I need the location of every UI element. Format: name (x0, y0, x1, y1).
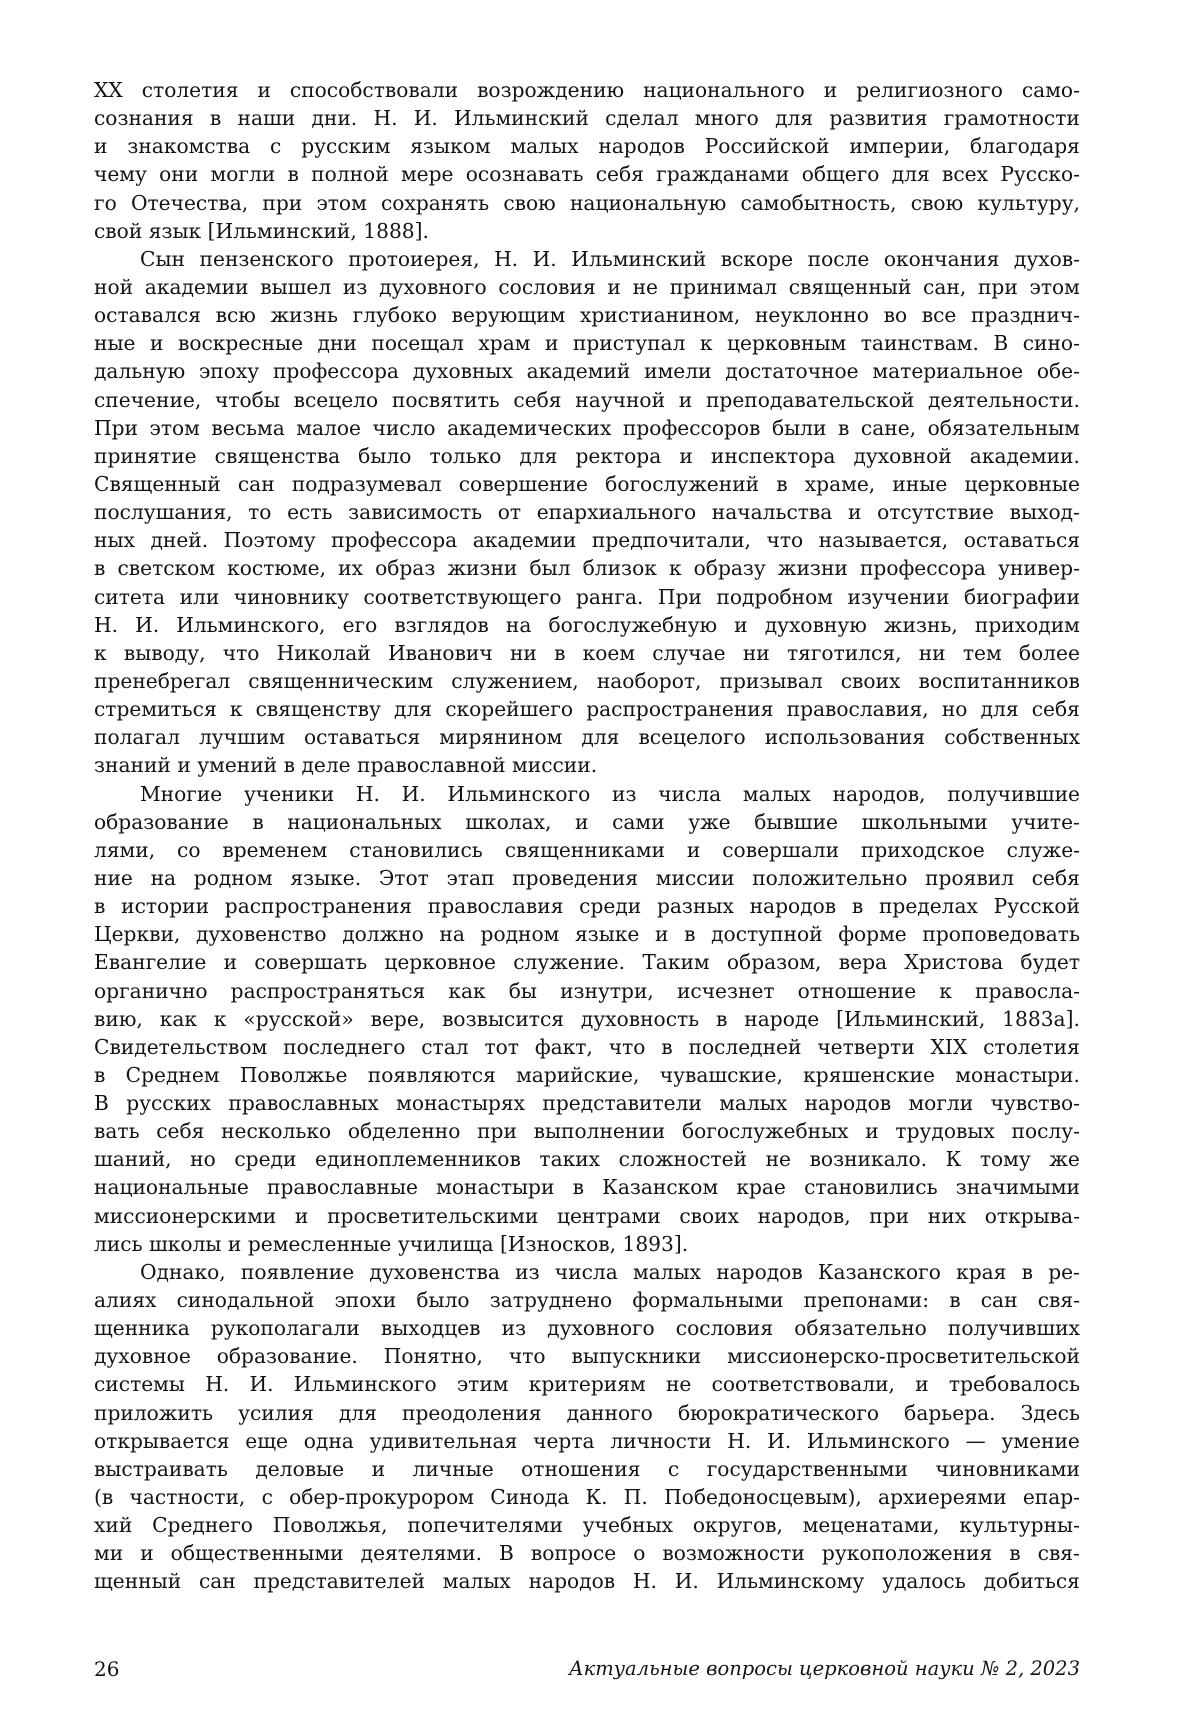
text-line: ситета или чиновнику соответствующего ранга. При подробном изучении биографии (94, 584, 1080, 609)
text-line: го Отечества, при этом сохранять свою национальную самобытность, свою культуру, (94, 190, 1080, 215)
text-line: пренебрегал священническим служением, наоборот, призывал своих воспитанников (94, 668, 1080, 693)
paragraph (94, 245, 1080, 780)
body-text (94, 76, 1080, 1596)
paragraph (94, 780, 1080, 1258)
text-line: дальную эпоху профессора духовных академий имели достаточное материальное обе- (94, 359, 1080, 384)
paragraph (94, 1258, 1080, 1596)
text-line: знаний и умений в деле православной миссии. (94, 753, 598, 778)
text-line: послушания, то есть зависимость от епархиального начальства и отсутствие выход- (94, 500, 1080, 525)
paragraph (94, 76, 1080, 245)
page-number: 26 (94, 1657, 120, 1681)
text-line: свой язык [Ильминский, 1888]. (94, 218, 429, 243)
text-line: миссионерскими и просветительскими центрами своих народов, при них открыва- (94, 1203, 1080, 1228)
text-line: образование в национальных школах, и сами уже бывшие школьными учите- (94, 809, 1080, 834)
text-line: оставался всю жизнь глубоко верующим христианином, неуклонно во все празднич- (94, 303, 1080, 328)
text-line: лями, со временем становились священниками и совершали приходское служе- (94, 837, 1080, 862)
text-line: национальные православные монастыри в Казанском крае становились значимыми (94, 1175, 1080, 1200)
text-line: ных дней. Поэтому профессора академии предпочитали, что называется, оставаться (94, 528, 1080, 553)
text-line: сознания в наши дни. Н. И. Ильминский сделал много для развития грамотности (94, 106, 1080, 131)
text-line: Однако, появление духовенства из числа малых народов Казанского края в ре- (140, 1259, 1080, 1284)
text-line: выстраивать деловые и личные отношения с государственными чиновниками (94, 1456, 1080, 1481)
text-line: щенника рукополагали выходцев из духовного сословия обязательно получивших (94, 1316, 1080, 1341)
text-line: духовное образование. Понятно, что выпускники миссионерско-просветительской (94, 1344, 1080, 1369)
text-line: ные и воскресные дни посещал храм и приступал к церковным таинствам. В сино- (94, 331, 1080, 356)
text-line: системы Н. И. Ильминского этим критериям не соответствовали, и требовалось (94, 1372, 1080, 1397)
text-line: ной академии вышел из духовного сословия и не принимал священный сан, при этом (94, 274, 1080, 299)
text-line: щенный сан представителей малых народов Н. И. Ильминскому удалось добиться (94, 1569, 1080, 1594)
text-line: ние на родном языке. Этот этап проведения миссии положительно проявил себя (94, 865, 1080, 890)
text-line: стремиться к священству для скорейшего распространения православия, но для себя (94, 697, 1080, 722)
text-line: шаний, но среди единоплеменников таких сложностей не возникало. К тому же (94, 1147, 1080, 1172)
text-line: открывается еще одна удивительная черта личности Н. И. Ильминского — умение (94, 1428, 1080, 1453)
text-line: Сын пензенского протоиерея, Н. И. Ильминский вскоре после окончания духов- (140, 246, 1080, 271)
page-footer (94, 1657, 1080, 1687)
text-line: вию, как к «русской» вере, возвысится духовность в народе [Ильминский, 1883а]. (94, 1006, 1080, 1031)
text-line: При этом весьма малое число академических профессоров были в сане, обязательным (94, 415, 1080, 440)
text-line: хий Среднего Поволжья, попечителями учебных округов, меценатами, культурны- (94, 1513, 1080, 1538)
text-line: чему они могли в полной мере осознавать себя гражданами общего для всех Русско- (94, 162, 1080, 187)
text-line: вать себя несколько обделенно при выполнении богослужебных и трудовых послу- (94, 1119, 1080, 1144)
text-line: Евангелие и совершать церковное служение. Таким образом, вера Христова будет (94, 950, 1080, 975)
journal-title: Актуальные вопросы церковной науки № 2, 2023 (568, 1657, 1080, 1680)
text-line: ми и общественными деятелями. В вопросе о возможности рукоположения в свя- (94, 1541, 1080, 1566)
text-line: спечение, чтобы всецело посвятить себя научной и преподавательской деятельности. (94, 387, 1080, 412)
text-line: принятие священства было только для ректора и инспектора духовной академии. (94, 443, 1080, 468)
text-line: (в частности, с обер-прокурором Синода К. П. Победоносцевым), архиереями епар- (94, 1485, 1080, 1510)
text-line: Церкви, духовенство должно на родном языке и в доступной форме проповедовать (94, 922, 1080, 947)
text-line: и знакомства с русским языком малых народов Российской империи, благодаря (94, 134, 1080, 159)
text-line: органично распространяться как бы изнутри, исчезнет отношение к правосла- (94, 978, 1080, 1003)
text-line: в истории распространения православия среди разных народов в пределах Русской (94, 894, 1080, 919)
text-line: полагал лучшим оставаться мирянином для всецелого использования собственных (94, 725, 1080, 750)
text-line: в Среднем Поволжье появляются марийские, чувашские, кряшенские монастыри. (94, 1062, 1080, 1087)
text-line: приложить усилия для преодоления данного бюрократического барьера. Здесь (94, 1400, 1080, 1425)
text-line: XX столетия и способствовали возрождению национального и религиозного само- (94, 78, 1080, 102)
text-line: Н. И. Ильминского, его взглядов на богослужебную и духовную жизнь, приходим (94, 612, 1080, 637)
text-line: Свидетельством последнего стал тот факт, что в последней четверти XIX столетия (94, 1034, 1080, 1059)
text-line: алиях синодальной эпохи было затруднено формальными препонами: в сан свя- (94, 1288, 1080, 1313)
text-line: Многие ученики Н. И. Ильминского из числа малых народов, получившие (140, 781, 1080, 806)
text-line: в светском костюме, их образ жизни был близок к образу жизни профессора универ- (94, 556, 1080, 581)
text-line: к выводу, что Николай Иванович ни в коем случае ни тяготился, ни тем более (94, 640, 1080, 665)
text-line: В русских православных монастырях представители малых народов могли чувство- (94, 1091, 1080, 1116)
text-line: лись школы и ремесленные училища [Износков, 1893]. (94, 1231, 689, 1256)
text-line: Священный сан подразумевал совершение богослужений в храме, иные церковные (94, 471, 1080, 496)
